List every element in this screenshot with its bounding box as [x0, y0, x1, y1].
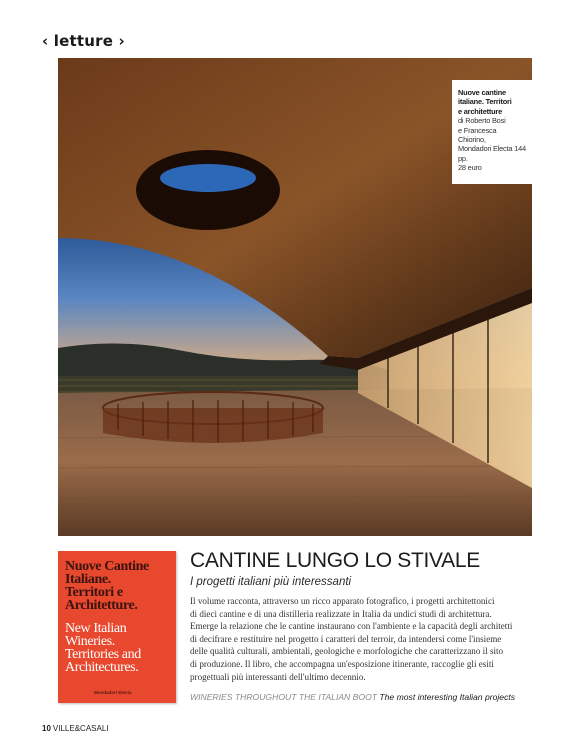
caption-detail-line: di Roberto Bosi — [458, 116, 506, 126]
book-caption — [452, 80, 532, 184]
body-line: di produzione. Il libro, che accompagna un'esposizione itinerante, raccoglie gli esiti — [190, 658, 494, 669]
cover-title-line: Italiane. — [65, 572, 111, 587]
caption-title-line: italiane. Territori — [458, 97, 512, 107]
cover-english-line: Territories and — [65, 647, 141, 662]
english-summary — [190, 692, 532, 702]
cover-title — [65, 560, 172, 612]
article-body — [190, 595, 532, 683]
magazine-name: VILLE&CASALI — [52, 724, 109, 733]
cover-title-line: Architetture. — [65, 598, 138, 613]
cover-publisher: Mondadori Electa — [94, 690, 132, 695]
body-line: di decifrare e restituire nel progetto i caratteri del terroir, da intendersi come l'insieme — [190, 633, 502, 644]
caption-detail-line: Mondadori Electa 144 pp. — [458, 144, 526, 163]
body-line: progettuali più interessanti dell'ultimo decennio. — [190, 671, 366, 682]
caption-title-line: Nuove cantine — [458, 88, 506, 97]
hero-photo — [58, 58, 532, 536]
section-tag: ‹ letture › — [42, 32, 125, 50]
article — [190, 549, 532, 702]
article-subhead: I progetti italiani più interessanti — [190, 576, 352, 588]
cover-english-title — [65, 622, 172, 674]
book-cover — [58, 551, 176, 703]
english-subtitle: The most interesting Italian projects — [379, 692, 516, 703]
caption-title-line: e architetture — [458, 106, 503, 116]
page-number: 10 — [42, 724, 51, 733]
cover-title-line: Nuove Cantine — [65, 559, 149, 574]
cover-title-line: Territori e — [65, 585, 123, 600]
english-title: WINERIES THROUGHOUT THE ITALIAN BOOT — [190, 692, 378, 703]
body-line: delle qualità culturali, ambientali, geologiche e morfologiche che caratterizzano il sito — [190, 646, 504, 657]
article-headline: CANTINE LUNGO LO STIVALE — [190, 549, 480, 572]
caption-detail-line: e Francesca Chiorino, — [458, 125, 497, 145]
body-line: Il volume racconta, attraverso un ricco apparato fotografico, i progetti architettonici — [190, 596, 495, 606]
cover-english-line: Architectures. — [65, 660, 139, 675]
body-line: Emerge la relazione che le cantine instaurano con l'ambiente e la capacità degli architetti — [190, 621, 513, 632]
page-footer — [42, 724, 109, 733]
cover-english-line: New Italian — [65, 621, 127, 636]
caption-detail-line: 28 euro — [458, 163, 482, 173]
body-line: di dieci cantine e di una distilleria realizzate in Italia da undici studi di architettura. — [190, 608, 492, 619]
cover-english-line: Wineries. — [65, 634, 115, 649]
